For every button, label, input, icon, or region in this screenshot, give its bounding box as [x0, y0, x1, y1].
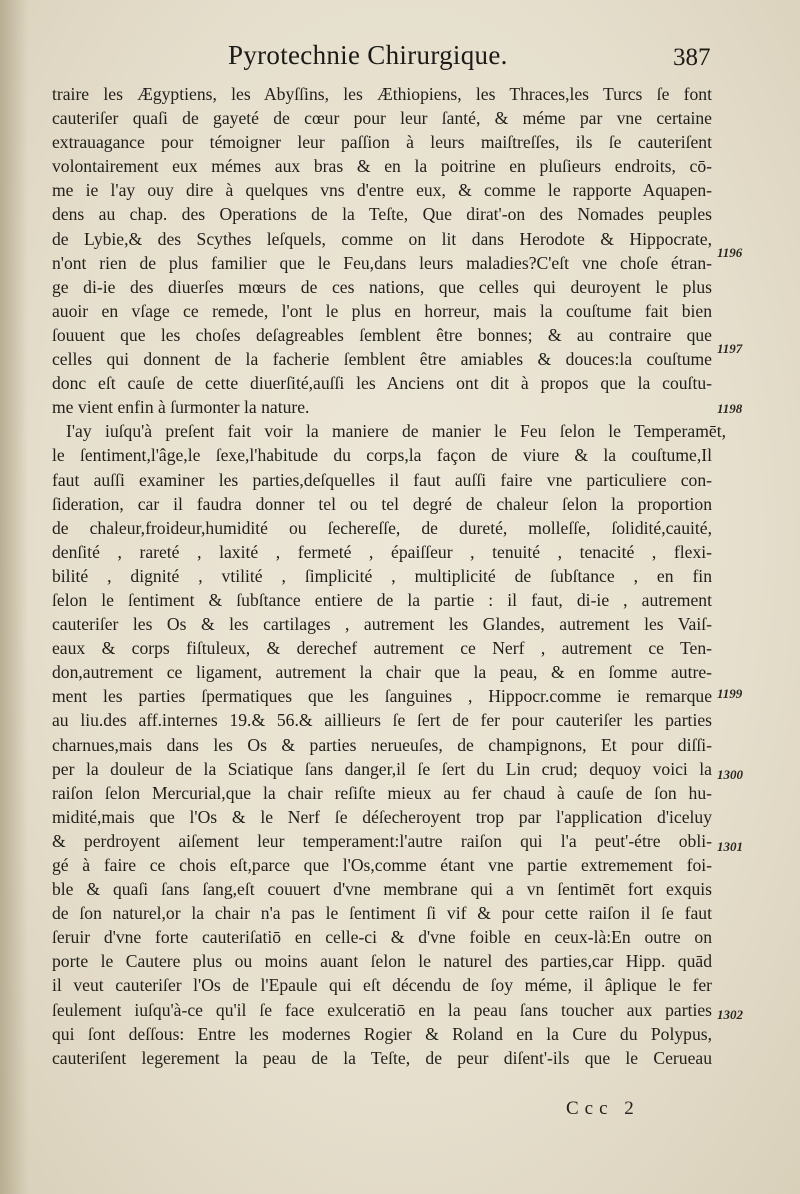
text-line: bilité , dignité , vtilité , ſimplicité , multiplicité de ſubſtance , en fin	[52, 565, 712, 586]
text-line: ble & quaſi ſans ſang,eſt couuert d'vne membrane qui a vn ſentimēt fort exquis	[52, 879, 712, 900]
text-line: porte le Cautere plus ou moins auant ſelon le naturel des parties,car Hipp. quād	[52, 951, 712, 972]
text-line: de chaleur,froideur,humidité ou ſechereſſe, de dureté, molleſſe, ſolidité,cauité,	[52, 517, 712, 538]
running-title: Pyrotechnie Chirurgique.	[228, 40, 508, 70]
text-line: denſité , rareté , laxité , fermeté , épaiſſeur , tenuité , tenacité , flexi-	[52, 541, 712, 562]
text-line: auoir en vſage ce remede, l'ont le plus en horreur, mais la couſtume fait bien	[52, 300, 712, 321]
text-line: le ſentiment,l'âge,le ſexe,l'habitude du corps,la façon de viure & la couſtume,Il	[52, 445, 712, 466]
text-line: midité,mais que l'Os & le Nerf ſe déſecheroyent trop par l'application d'iceluy	[52, 806, 712, 827]
text-line: charnues,mais dans les Os & parties nerueuſes, de champignons, Et pour diſſi-	[52, 734, 712, 755]
text-line: cauteriſent legerement la peau de la Teſte, de peur diſent'-ils que le Cerueau	[52, 1047, 712, 1068]
text-line: ſeulement iuſqu'à-ce qu'il ſe face exulceratiō en la peau ſans toucher aux parties	[52, 999, 712, 1020]
text-line: celles qui donnent de la facherie ſemblent être amiables & douces:la couſtume	[52, 349, 712, 370]
text-line: ge di-ie des diuerſes mœurs de ces nations, que celles qui deuroyent le plus	[52, 276, 712, 297]
text-line: ſeruir d'vne forte cauteriſatiō en celle-ci & d'vne foible en ceux-là:En outre on	[52, 927, 712, 948]
body-text	[52, 82, 726, 1070]
margin-note: 1196	[717, 245, 743, 260]
margin-note: 1198	[717, 401, 743, 416]
margin-note: 1302	[717, 1007, 743, 1022]
text-line: il veut cauteriſer l'Os de l'Epaule qui eſt décendu de ſoy méme, il âplique le fer	[52, 975, 712, 996]
text-line: ſouuent que les choſes deſagreables ſemblent être bonnes; & au contraire que	[52, 324, 712, 345]
text-line: faut auſſi examiner les parties,deſquelles il faut auſſi faire vne particuliere con-	[52, 469, 712, 490]
text-line: dens au chap. des Operations de la Teſte, Que dirat'-on des Nomades peuples	[52, 204, 712, 225]
text-line: extrauagance pour témoigner leur paſſion à leurs maiſtreſſes, ils ſe cauteriſent	[52, 132, 712, 153]
text-line: de ſon naturel,or la chair n'a pas le ſentiment ſi vif & pour cette raiſon il ſe faut	[52, 903, 712, 924]
margin-note: 1199	[717, 686, 743, 701]
text-line: cauteriſer les Os & les cartilages , autrement les Glandes, autrement les Vaiſ-	[52, 614, 712, 635]
text-line: eaux & corps fiſtuleux, & derechef autrement ce Nerf , autrement ce Ten-	[52, 638, 712, 659]
text-line: volontairement eux mémes aux bras & en la poitrine en pluſieurs endroits, cō-	[52, 156, 712, 177]
text-line: ſelon le ſentiment & ſubſtance entiere de la partie : il faut, di-ie , autrement	[52, 589, 712, 610]
text-line: au liu.des aff.internes 19.& 56.& aillieurs ſe ſert de fer pour cauteriſer les parties	[52, 710, 712, 731]
text-line: & perdroyent aiſement leur temperament:l'autre raiſon qui l'a peut'-étre obli-	[52, 830, 712, 851]
margin-note: 1300	[717, 767, 743, 782]
text-line: me ie l'ay ouy dire à quelques vns d'entre eux, & comme le rapporte Aquapen-	[52, 180, 712, 201]
text-line: don,autrement ce ligament, autrement la chair que la peau, & en ſomme autre-	[52, 662, 712, 683]
margin-note: 1197	[717, 341, 743, 356]
text-line: gé à faire ce chois eſt,parce que l'Os,comme étant vne partie extremement foi-	[52, 855, 712, 875]
text-line: raiſon ſelon Mercurial,que la chair reſiſte mieux au fer chaud à cauſe de ſon hu-	[52, 782, 712, 803]
text-line: n'ont rien de plus familier que le Feu,dans leurs maladies?C'eſt vne choſe étran-	[52, 252, 712, 273]
text-line: de Lybie,& des Scythes leſquels, comme on lit dans Herodote & Hippocrate,	[52, 228, 712, 249]
text-line: ſideration, car il faudra donner tel ou tel degré de chaleur ſelon la proportion	[52, 493, 712, 514]
text-line: ment les parties ſpermatiques que les ſanguines , Hippocr.comme ie remarque	[52, 686, 712, 707]
page-header	[0, 40, 800, 80]
text-line: cauteriſer quaſi de gayeté de cœur pour leur ſanté, & méme par vne certaine	[52, 108, 712, 129]
text-line: I'ay iuſqu'à preſent fait voir la maniere de manier le Feu ſelon le Temperamēt,	[66, 421, 726, 442]
page-number: 387	[673, 44, 711, 71]
text-line: donc eſt cauſe de cette diuerſité,auſſi les Anciens ont dit à propos que la couſtu-	[52, 373, 712, 394]
text-line: per la douleur de la Sciatique ſans danger,il ſe ſert du Lin crud; dequoy voici la	[52, 758, 712, 779]
margin-note: 1301	[717, 839, 743, 854]
binding-shadow	[0, 0, 28, 1194]
signature-mark: Ccc 2	[566, 1098, 640, 1119]
text-line: me vient enfin à ſurmonter la nature.	[52, 397, 310, 418]
text-line: traire les Ægyptiens, les Abyſſins, les Æthiopiens, les Thraces,les Turcs ſe font	[52, 84, 712, 104]
text-line: qui ſont deſſous: Entre les modernes Rogier & Roland en la Cure du Polypus,	[52, 1023, 712, 1044]
